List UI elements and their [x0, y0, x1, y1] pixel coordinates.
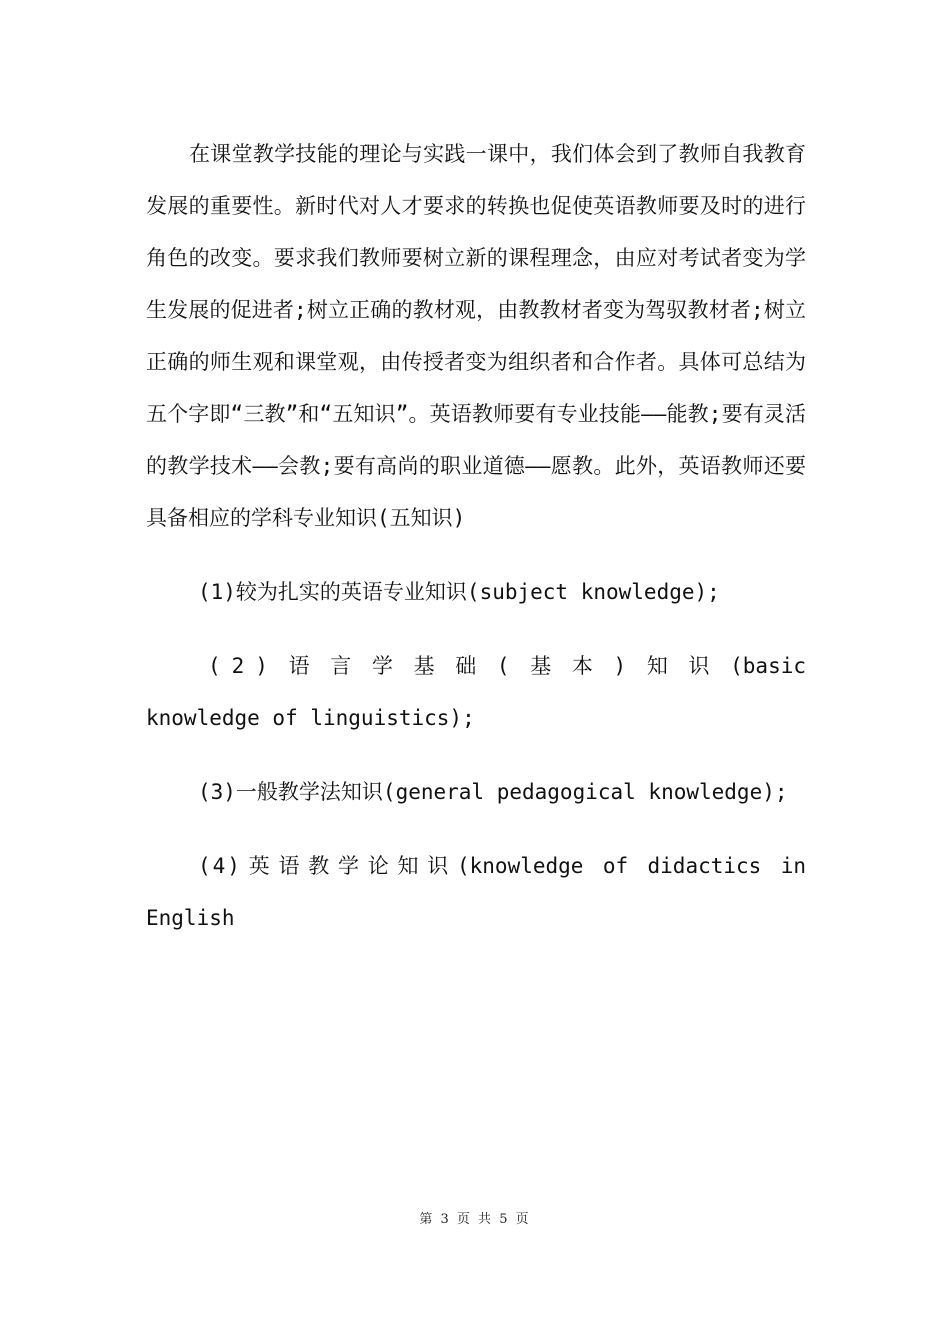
list-item-2-head: (2)语言学基础(基本)知识 — [208, 654, 731, 678]
list-item-4 — [146, 840, 806, 944]
document-body — [146, 128, 806, 944]
list-item-4-head: (4)英语教学论知识 — [198, 854, 457, 878]
list-item-1: (1)较为扎实的英语专业知识(subject knowledge); — [198, 580, 720, 604]
list-item-3: (3)一般教学法知识(general pedagogical knowledge); — [198, 780, 788, 804]
list-item-2-tail: (basic knowledge of linguistics); — [146, 654, 806, 730]
list-item-4-tail: (knowledge of didactics in English — [146, 854, 806, 930]
paragraph-intro: 在课堂教学技能的理论与实践一课中，我们体会到了教师自我教育发展的重要性。新时代对人才要求的转换也促使英语教师要及时的进行角色的改变。要求我们教师要树立新的课程理念，由应对考试者变为学生发展的促进者;树立正确的教材观，由教教材者变为驾驭教材者;树立正确的师生观和课堂观，由传授者变为组织者和合作者。具体可总结为五个字即“三教”和“五知识”。英语教师要有专业技能——能教;要有灵活的教学技术——会教;要有高尚的职业道德——愿教。此外，英语教师还要具备相应的学科专业知识(五知识) — [146, 142, 806, 530]
list-item-2 — [146, 640, 806, 744]
page-number-footer: 第 3 页 共 5 页 — [419, 1212, 531, 1227]
